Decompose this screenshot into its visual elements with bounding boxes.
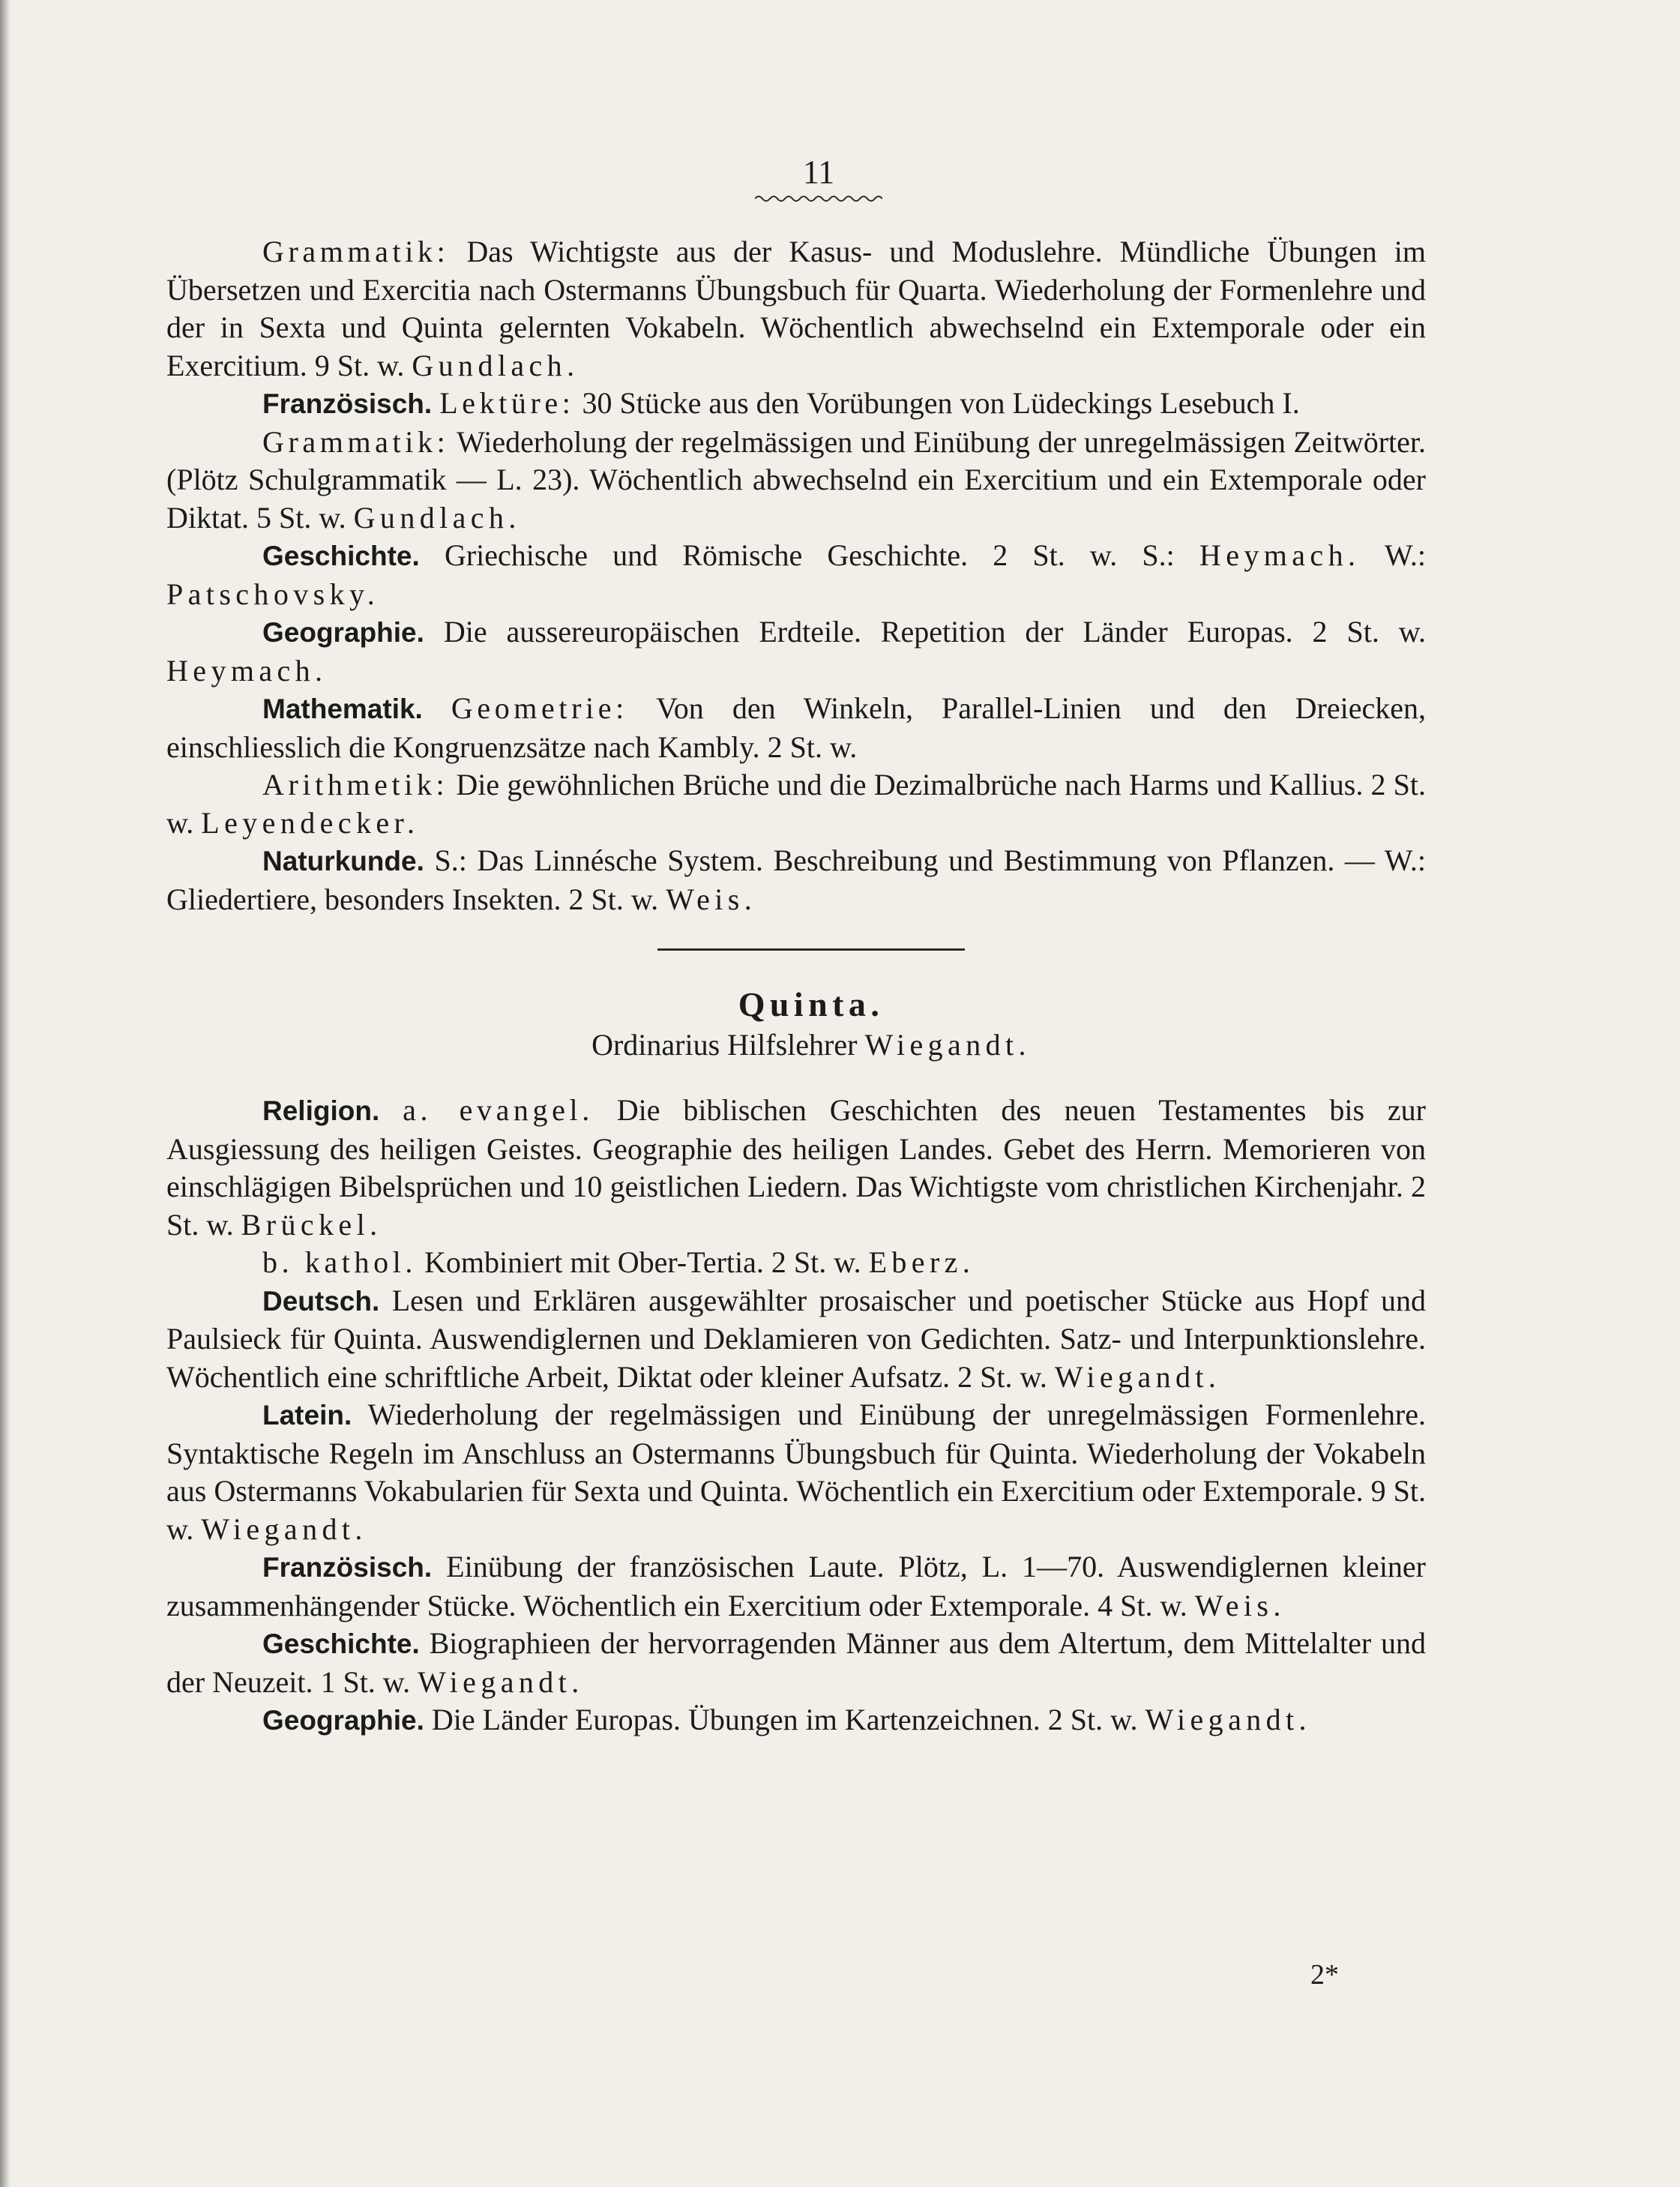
paragraph-text: Die Länder Europas. Übungen im Kartenzeichnen. 2 St. w. [431, 1703, 1138, 1736]
quinta-religion-b-paragraph [166, 1244, 1426, 1282]
quarta-naturkunde-paragraph [166, 842, 1426, 918]
paragraph-text: Die gewöhnlichen Brüche und die Dezimalbrüche nach Harms und Kallius. 2 St. w. [166, 768, 1426, 840]
subject-heading: Mathematik. [262, 694, 423, 724]
paragraph-text: Die aussereuropäischen Erdteile. Repetition der Länder Europas. 2 St. w. [443, 615, 1427, 649]
page-number: 11 [802, 154, 835, 190]
teacher-name: Wiegandt. [1054, 1359, 1221, 1394]
section-divider [657, 948, 965, 951]
quarta-geographie-paragraph [166, 613, 1426, 690]
subject-heading: Französisch. [262, 1552, 433, 1583]
subheading-label: Grammatik: [262, 424, 450, 459]
quinta-religion-paragraph [166, 1092, 1426, 1244]
subheading-label: Grammatik: [262, 235, 450, 268]
teacher-name: Patschovsky. [166, 577, 380, 611]
subheading-label: a. evangel. [403, 1093, 594, 1127]
quinta-franzoesisch-paragraph [166, 1548, 1426, 1625]
quarta-latin-grammar-paragraph [166, 233, 1426, 385]
teacher-name: Wiegandt. [1145, 1703, 1311, 1736]
subject-heading: Latein. [262, 1400, 352, 1431]
paragraph-text: 30 Stücke aus den Vorübungen von Lüdeckings Lesebuch I. [582, 386, 1300, 420]
quinta-geographie-paragraph [166, 1701, 1426, 1740]
paragraph-text: Einübung der französischen Laute. Plötz, L. 1—70. Auswendiglernen kleiner zusammenhängender Stücke. Wöchentlich ein Exercitium oder Extemporale. 4 St. w. [166, 1550, 1426, 1622]
teacher-name: Weis. [1194, 1588, 1286, 1622]
paragraph-text: Lesen und Erklären ausgewählter prosaischer und poetischer Stücke aus Hopf und Paulsieck für Quinta. Auswendiglernen und Deklamieren von Gedichten. Satz- und Interpunktionslehre. Wöchentlich eine schriftliche Arbeit, Diktat oder kleiner Aufsatz. 2 St. w. [166, 1283, 1427, 1394]
paragraph-text: Wiederholung der regelmässigen und Einübung der unregelmässigen Zeitwörter. (Plötz Schulgrammatik — L. 23). Wöchentlich abwechselnd ein Exercitium und ein Extemporale oder Diktat. 5 St. w. [166, 424, 1427, 535]
teacher-name: Gundlach. [353, 500, 521, 535]
subject-heading: Französisch. [262, 388, 433, 419]
teacher-name: Leyendecker. [201, 805, 420, 840]
teacher-name: Wiegandt. [201, 1511, 367, 1546]
subject-heading: Naturkunde. [262, 846, 424, 876]
paragraph-text: Von den Winkeln, Parallel-Linien und den Dreiecken, einschliesslich die Kongruenzsätze nach Kambly. 2 St. w. [166, 691, 1427, 764]
teacher-name: Gundlach. [412, 348, 579, 382]
document-page [166, 154, 1426, 1740]
ordinarius-line [181, 1026, 1441, 1065]
page-edge-shadow [0, 0, 10, 2187]
quarta-franzoesisch-paragraph [166, 385, 1426, 424]
quarta-mathematik-paragraph [166, 690, 1426, 766]
teacher-name: Heymach. [166, 653, 328, 688]
teacher-name: Brückel. [241, 1207, 382, 1242]
subject-heading: Geographie. [262, 1705, 424, 1736]
subheading-label: Geometrie: [451, 691, 628, 725]
paragraph-text: Das Wichtigste aus der Kasus- und Moduslehre. Mündliche Übungen im Übersetzen und Exercitia nach Ostermanns Übungsbuch für Quarta. Wiederholung der Formenlehre und der in Sexta und Quinta gelernten Vokabeln. Wöchentlich abwechselnd ein Extemporale oder ein Exercitium. 9 St. w. [166, 235, 1427, 382]
quarta-geschichte-paragraph [166, 537, 1426, 613]
paragraph-text: Wiederholung der regelmässigen und Einübung der unregelmässigen Formenlehre. Syntaktische Regeln im Anschluss an Ostermanns Übungsbuch für Quinta. Wiederholung der Vokabeln aus Ostermanns Vokabularien für Sexta und Quinta. Wöchentlich ein Exercitium oder Extemporale. 9 St. w. [166, 1398, 1426, 1546]
paragraph-text: Biographieen der hervorragenden Männer aus dem Altertum, dem Mittelalter und der Neuzeit. 1 St. w. [166, 1626, 1426, 1699]
subheading-label: Lektüre: [439, 386, 575, 420]
teacher-name: Eberz. [868, 1245, 975, 1279]
teacher-name: Wiegandt. [418, 1664, 584, 1699]
paragraph-text: S.: Das Linnésche System. Beschreibung und Bestimmung von Pflanzen. — W.: Gliedertiere, besonders Insekten. 2 St. w. [166, 843, 1427, 916]
subheading-label: Arithmetik: [262, 768, 449, 801]
paragraph-text: Kombiniert mit Ober-Tertia. 2 St. w. [424, 1245, 861, 1279]
teacher-name: Wiegandt. [864, 1028, 1031, 1062]
subject-heading: Religion. [262, 1095, 380, 1126]
subject-heading: Geschichte. [262, 1628, 420, 1659]
signature-mark: 2* [1310, 1959, 1339, 1991]
subject-heading: Geographie. [262, 617, 424, 648]
quarta-franzoesisch-grammar-paragraph [166, 424, 1426, 538]
paragraph-text: Griechische und Römische Geschichte. 2 St. w. S.: [444, 538, 1175, 572]
subheading-label: b. kathol. [262, 1245, 417, 1279]
page-number-wavy-rule [755, 194, 882, 205]
ordinarius-text: Ordinarius Hilfslehrer [591, 1028, 858, 1062]
quarta-arithmetik-paragraph [166, 766, 1426, 842]
paragraph-text: Die biblischen Geschichten des neuen Testamentes bis zur Ausgiessung des heiligen Geistes. Geographie des heiligen Landes. Gebet des Herrn. Memorieren von einschlägigen Bibelsprüchen und 10 geistlichen Liedern. Das Wichtigste vom christlichen Kirchenjahr. 2 St. w. [166, 1093, 1427, 1242]
section-title-quinta: Quinta. [738, 985, 885, 1023]
teacher-name: Weis. [666, 882, 757, 916]
teacher-name: Heymach. [1199, 538, 1361, 572]
quinta-geschichte-paragraph [166, 1625, 1426, 1701]
subject-heading: Deutsch. [262, 1285, 380, 1317]
subject-heading: Geschichte. [262, 541, 420, 571]
quinta-deutsch-paragraph [166, 1282, 1426, 1397]
paragraph-text: W.: [1384, 538, 1427, 572]
quinta-latein-paragraph [166, 1396, 1426, 1548]
